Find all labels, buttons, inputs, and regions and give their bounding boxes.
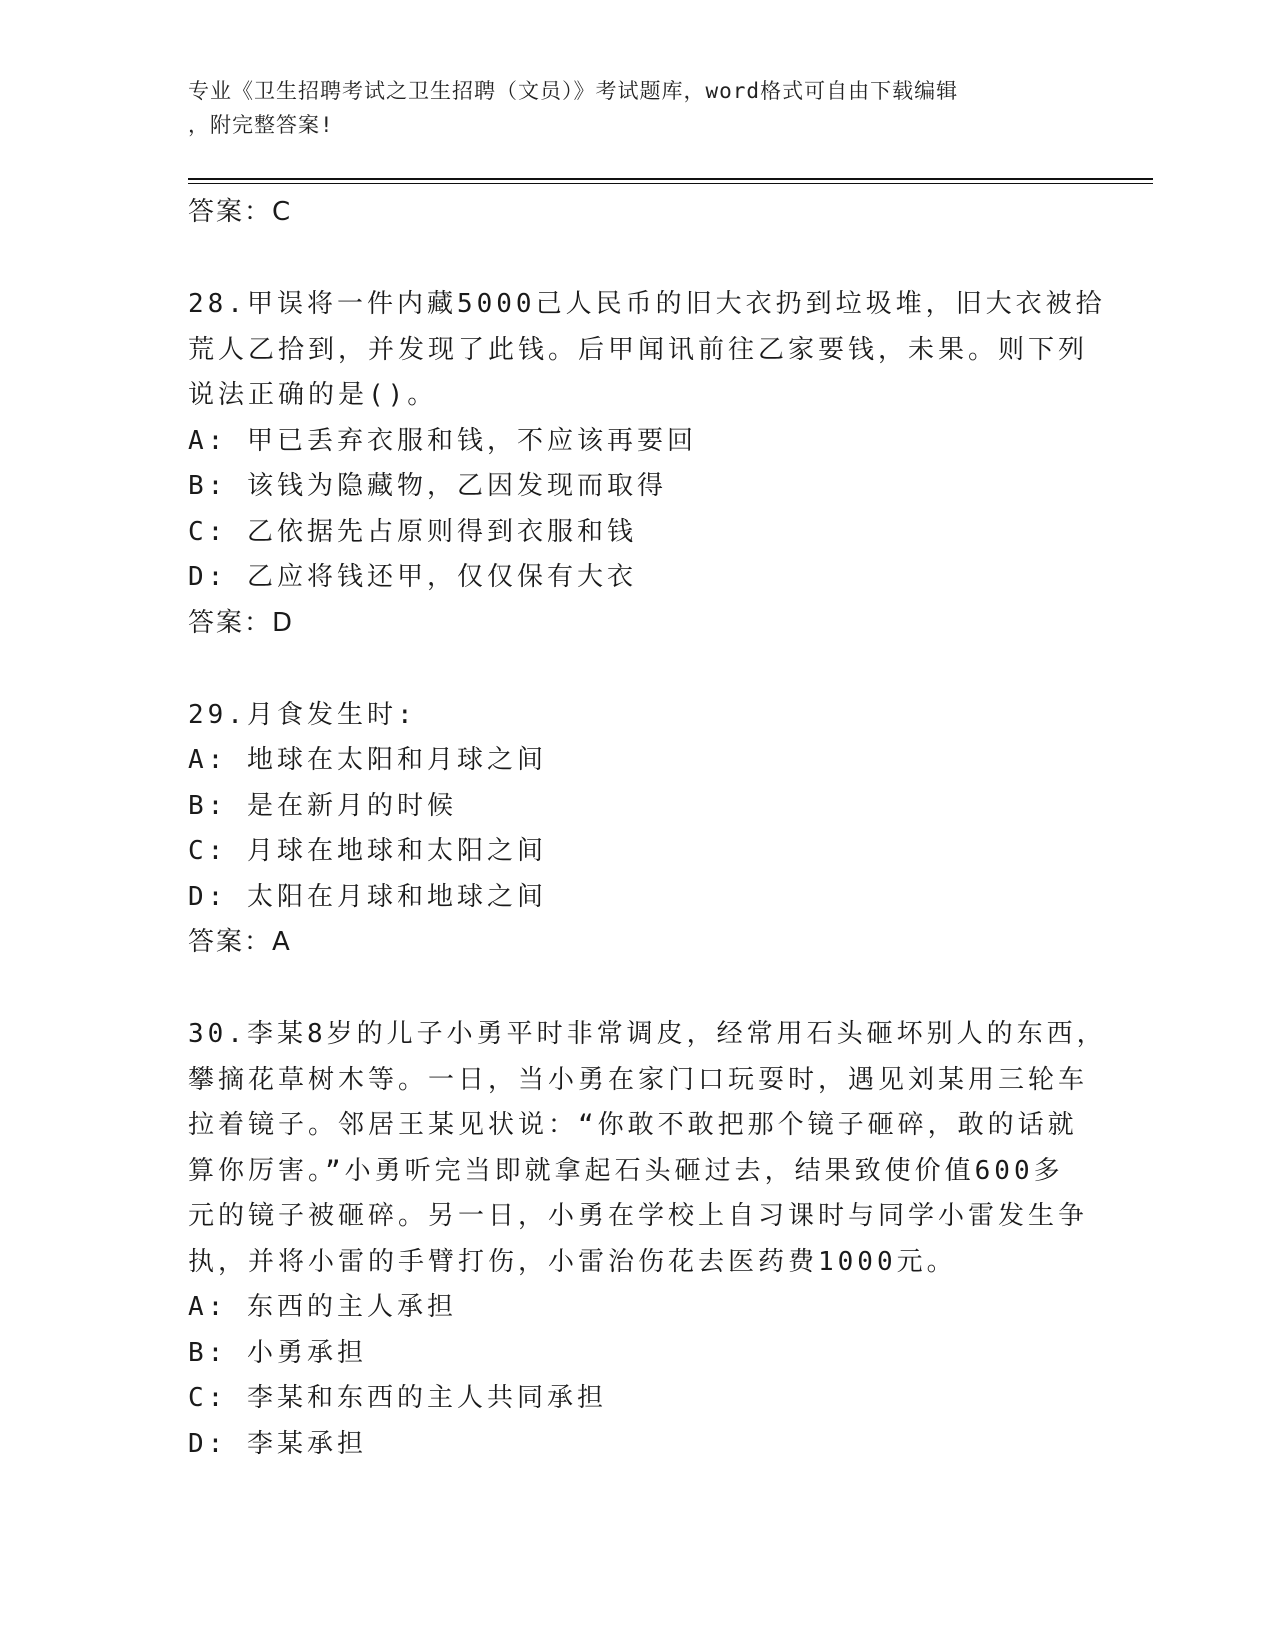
question-stem-line: 拉着镜子。邻居王某见状说：“你敢不敢把那个镜子砸碎，敢的话就 xyxy=(188,1110,1078,1140)
previous-answer: 答案：C xyxy=(188,197,293,227)
header-line-1: 专业《卫生招聘考试之卫生招聘（文员）》考试题库，word格式可自由下载编辑 xyxy=(188,79,959,103)
option-d: D: 李某承担 xyxy=(188,1428,367,1459)
question-stem-line: 说法正确的是()。 xyxy=(188,380,438,410)
header-line-2: ，附完整答案! xyxy=(188,113,334,137)
question-content xyxy=(188,190,1107,1467)
question-stem-line: 攀摘花草树木等。一日，当小勇在家门口玩耍时，遇见刘某用三轮车 xyxy=(188,1064,1089,1095)
option-a: A: 地球在太阳和月球之间 xyxy=(188,745,547,775)
option-c: C: 李某和东西的主人共同承担 xyxy=(188,1383,607,1413)
question-stem-line: 30.李某8岁的儿子小勇平时非常调皮，经常用石头砸坏别人的东西， xyxy=(188,1019,1107,1049)
header-divider-thin xyxy=(188,183,1153,184)
question-stem-line: 执，并将小雷的手臂打伤，小雷治伤花去医药费1000元。 xyxy=(188,1246,957,1277)
option-b: B: 是在新月的时候 xyxy=(188,790,457,821)
option-b: B: 该钱为隐藏物，乙因发现而取得 xyxy=(188,471,667,501)
option-d: D: 太阳在月球和地球之间 xyxy=(188,881,547,912)
question-stem-line: 29.月食发生时: xyxy=(188,699,417,730)
option-a: A: 东西的主人承担 xyxy=(188,1292,457,1322)
question-30 xyxy=(188,1012,1107,1467)
question-stem-line: 元的镜子被砸碎。另一日，小勇在学校上自习课时与同学小雷发生争 xyxy=(188,1201,1089,1231)
option-c: C: 乙依据先占原则得到衣服和钱 xyxy=(188,516,637,547)
question-29 xyxy=(188,693,1088,965)
option-d: D: 乙应将钱还甲，仅仅保有大衣 xyxy=(188,562,637,592)
question-answer: 答案：A xyxy=(188,927,292,957)
question-stem-line: 荒人乙拾到，并发现了此钱。后甲闻讯前往乙家要钱，未果。则下列 xyxy=(188,334,1089,365)
question-answer: 答案：D xyxy=(188,607,295,638)
option-c: C: 月球在地球和太阳之间 xyxy=(188,836,547,866)
option-a: A: 甲已丢弃衣服和钱，不应该再要回 xyxy=(188,425,697,456)
spacer xyxy=(188,645,1088,693)
question-28 xyxy=(188,282,1106,645)
spacer xyxy=(188,234,1088,282)
header-divider-thick xyxy=(188,178,1153,180)
option-b: B: 小勇承担 xyxy=(188,1337,367,1368)
question-stem-line: 算你厉害。”小勇听完当即就拿起石头砸过去，结果致使价值600多 xyxy=(188,1155,1064,1186)
question-stem-line: 28.甲误将一件内藏5000己人民币的旧大衣扔到垃圾堆，旧大衣被拾 xyxy=(188,289,1106,319)
spacer xyxy=(188,964,1088,1012)
page-header xyxy=(188,74,1088,142)
